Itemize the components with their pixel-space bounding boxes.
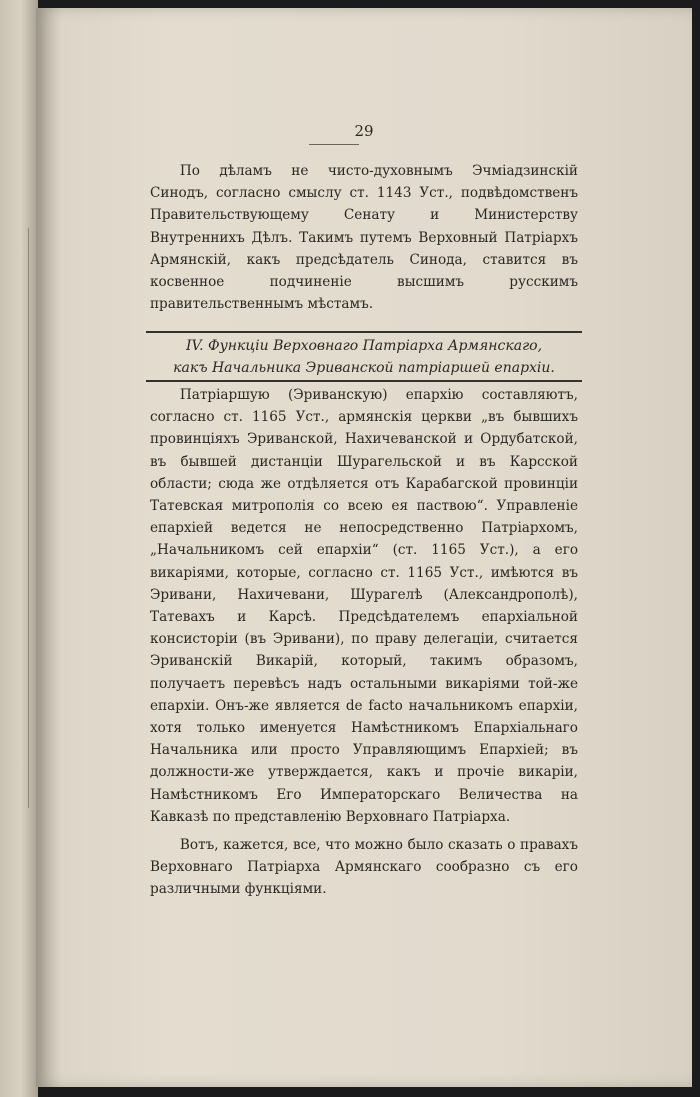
heading-line-2: какъ Начальника Эриванской патріаршей епархіи.	[173, 360, 555, 376]
section-heading	[146, 330, 582, 382]
facing-page-rule	[28, 228, 29, 808]
paragraph-eparchy: Патріаршую (Эриванскую) епархію составляютъ, согласно ст. 1165 Уст., армянскія церкви „въ бывшихъ провинціяхъ Эриванской, Нахичеванской и Ордубатской, въ бывшей дистанціи Шурагельской и въ Карсской области; сюда же отдѣляется отъ Карабагской провинціи Татевская митрополія со всею ея паствою“. Управленіе епархіей ведется не непосредственно Патріархомъ, „Начальникомъ сей епархіи“ (ст. 1165 Уст.), а его викаріями, которые, согласно ст. 1165 Уст., имѣются въ Эривани, Нахичевани, Шурагелѣ (Александрополѣ), Татевахъ и Карсѣ. Предсѣдателемъ епархіальной консисторіи (въ Эривани), по праву делегаціи, считается Эриванскій Викарій, который, такимъ образомъ, получаетъ перевѣсъ надъ остальными викаріями той-же епархіи. Онъ-же является de facto начальникомъ епархіи, хотя только именуется Намѣстникомъ Епархіальнаго Начальника или просто Управляющимъ Епархіей; въ должности-же утверждается, какъ и прочіе викаріи, Намѣстникомъ Его Императорскаго Величества на Кавказѣ по представленію Верховнаго Патріарха.	[150, 387, 578, 825]
document-page	[36, 8, 692, 1087]
heading-top-rule	[146, 331, 582, 333]
page-number-rule	[309, 144, 359, 145]
heading-bottom-rule	[146, 380, 582, 382]
heading-line-1: IV. Функціи Верховнаго Патріарха Армянскаго,	[185, 338, 543, 354]
paragraph-synod: По дѣламъ не чисто-духовнымъ Эчміадзинскій Синодъ, согласно смыслу ст. 1143 Уст., подвѣдомственъ Правительствующему Сенату и Министерству Внутреннихъ Дѣлъ. Такимъ путемъ Верховный Патріархъ Армянскій, какъ предсѣдатель Синода, ставится въ косвенное подчиненіе высшимъ русскимъ правительственнымъ мѣстамъ.	[150, 163, 578, 313]
paragraph-conclusion: Вотъ, кажется, все, что можно было сказать о правахъ Верховнаго Патріарха Армянскаго сообразно съ его различными функціями.	[150, 837, 578, 898]
page-number: 29	[354, 122, 374, 140]
facing-page-edge	[0, 0, 38, 1097]
